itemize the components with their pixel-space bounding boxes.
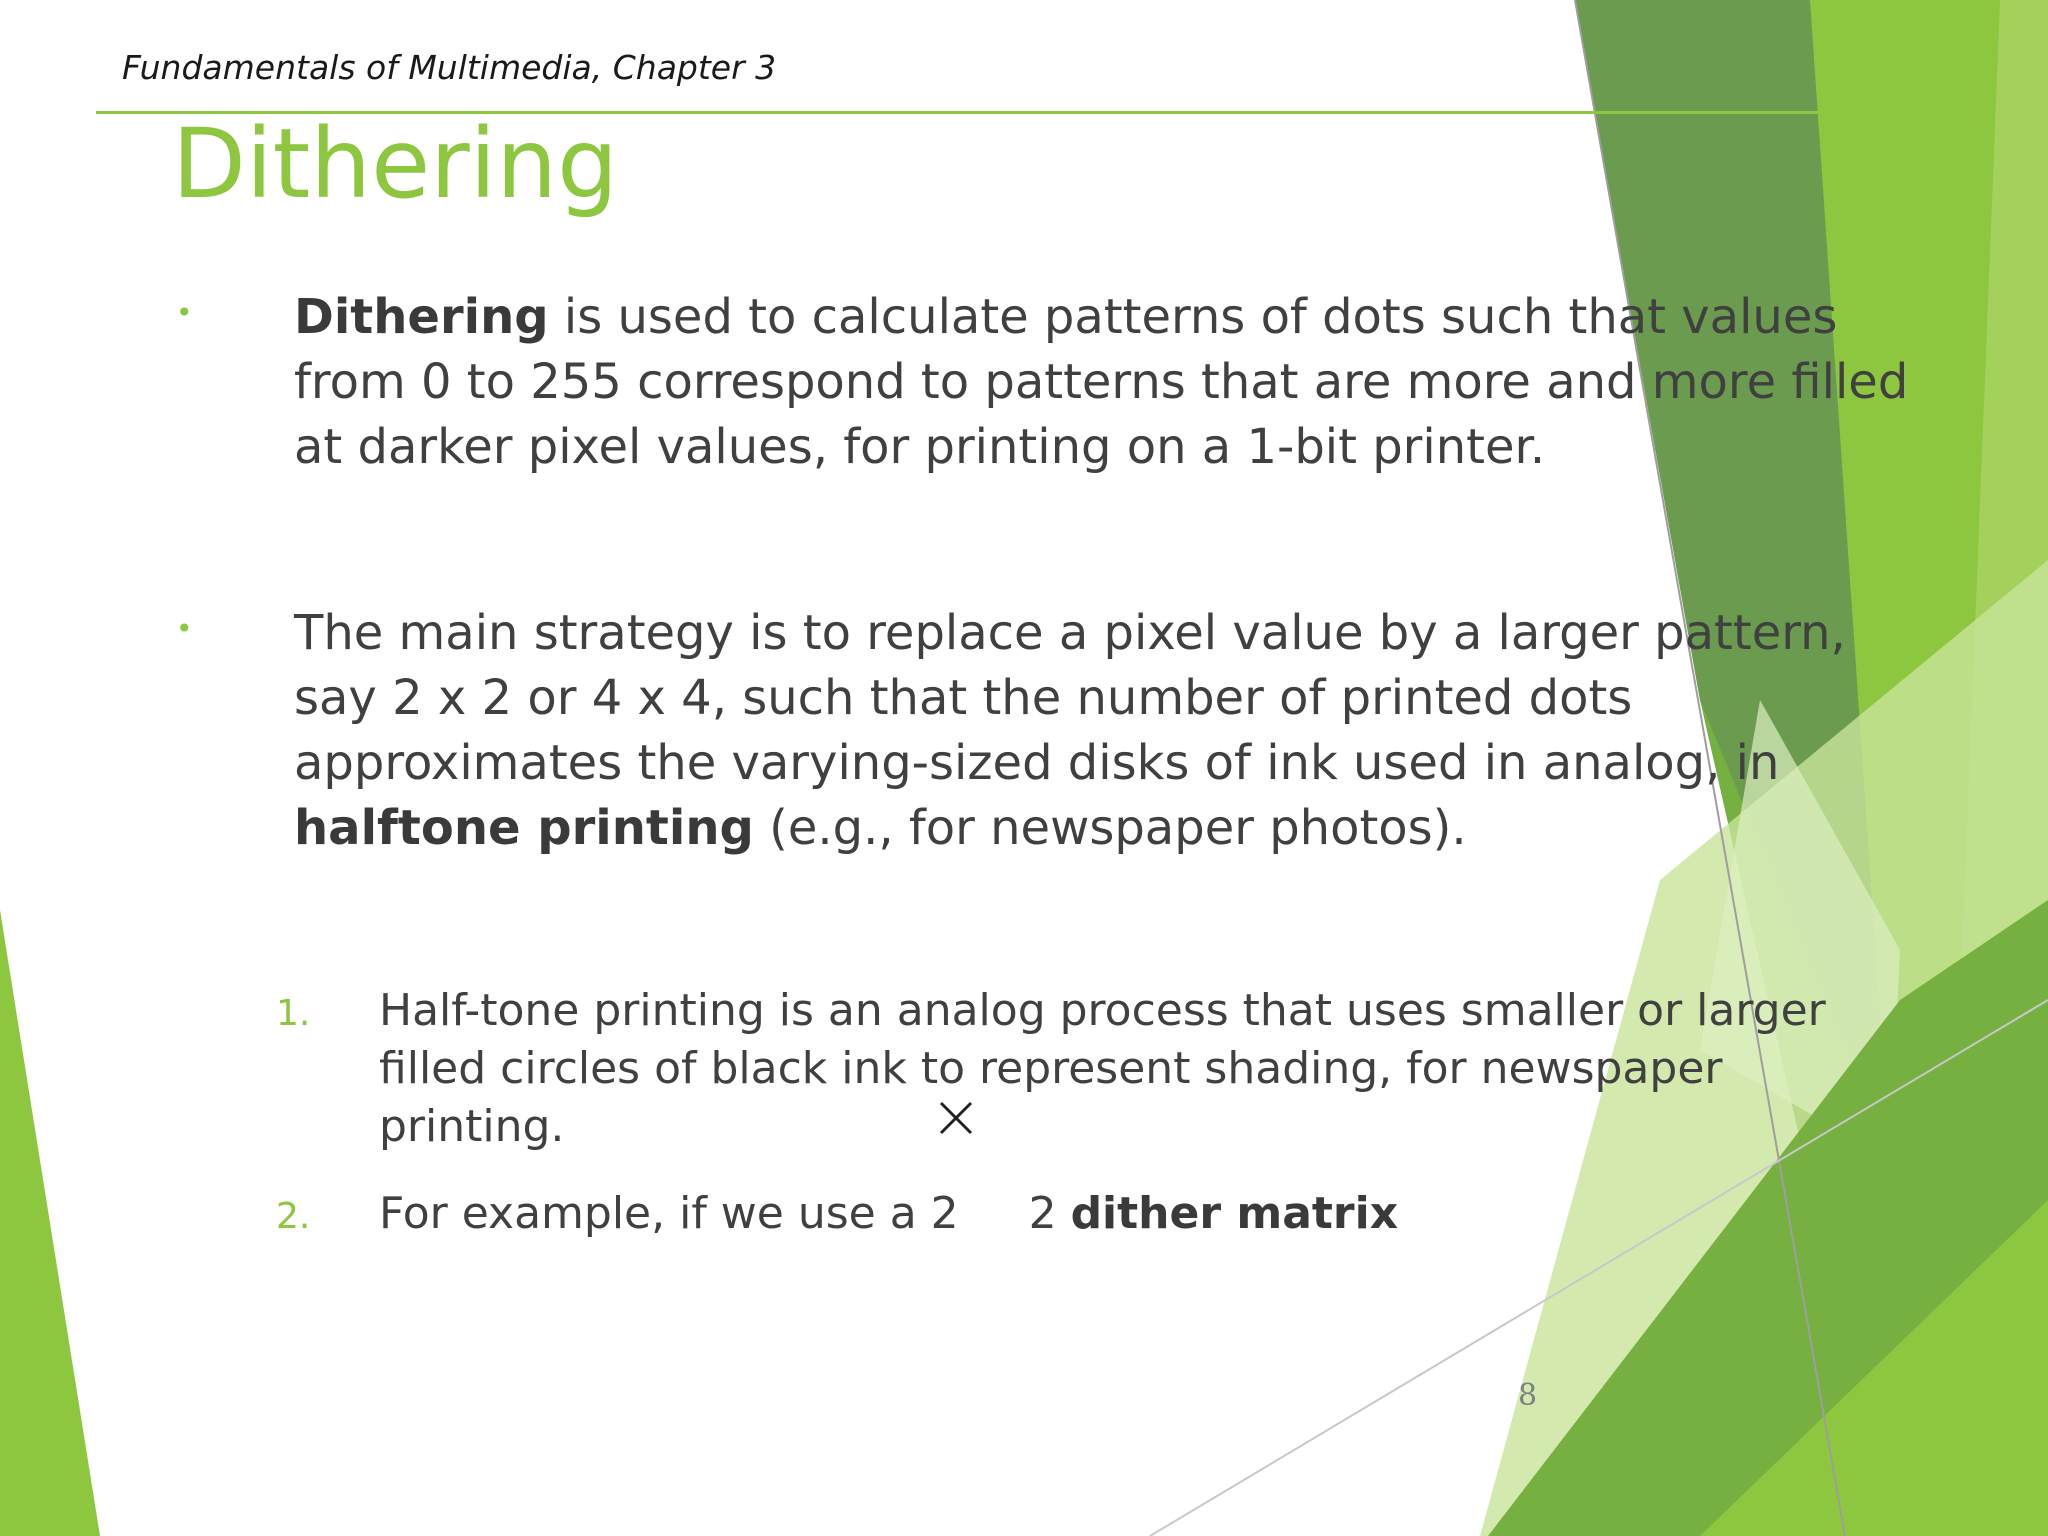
chapter-header: Fundamentals of Multimedia, Chapter 3: [122, 48, 777, 87]
numbered-text-2: [379, 1185, 1859, 1243]
bullet-2-body-end: (e.g., for newspaper photos).: [753, 800, 1467, 856]
bullet-marker: •: [176, 612, 193, 645]
numbered-2-body: For example, if we use a 2 2: [379, 1188, 1071, 1239]
numbered-text-1: Half-tone printing is an analog process that uses smaller or larger filled circles of black ink to represent shading, for newspaper printing.: [379, 985, 1826, 1152]
list-number: 1.: [276, 993, 311, 1034]
slide-title: Dithering: [172, 108, 619, 220]
bullet-marker: •: [176, 296, 193, 329]
numbered-2-bold: dither matrix: [1070, 1188, 1399, 1239]
bullet-text-2: [294, 601, 1914, 861]
bullet-text-1: [294, 285, 1914, 480]
bullet-1-bold: Dithering: [294, 289, 549, 345]
bullet-1-body: is used to calculate patterns of dots such that values from 0 to 255 correspond to patterns that are more and more filled at darker pixel values, for printing on a 1-bit printer.: [294, 289, 1909, 475]
bullet-2-bold: halftone printing: [294, 800, 754, 856]
multiplication-x-icon: [938, 1100, 974, 1136]
bullet-2-body-start: The main strategy is to replace a pixel value by a larger pattern, say 2 x 2 or 4 x 4, such that the number of printed dots approximates the varying-sized disks of ink used in analog, in: [294, 605, 1846, 791]
list-number: 2.: [276, 1196, 311, 1237]
page-number: 8: [1518, 1378, 1538, 1413]
